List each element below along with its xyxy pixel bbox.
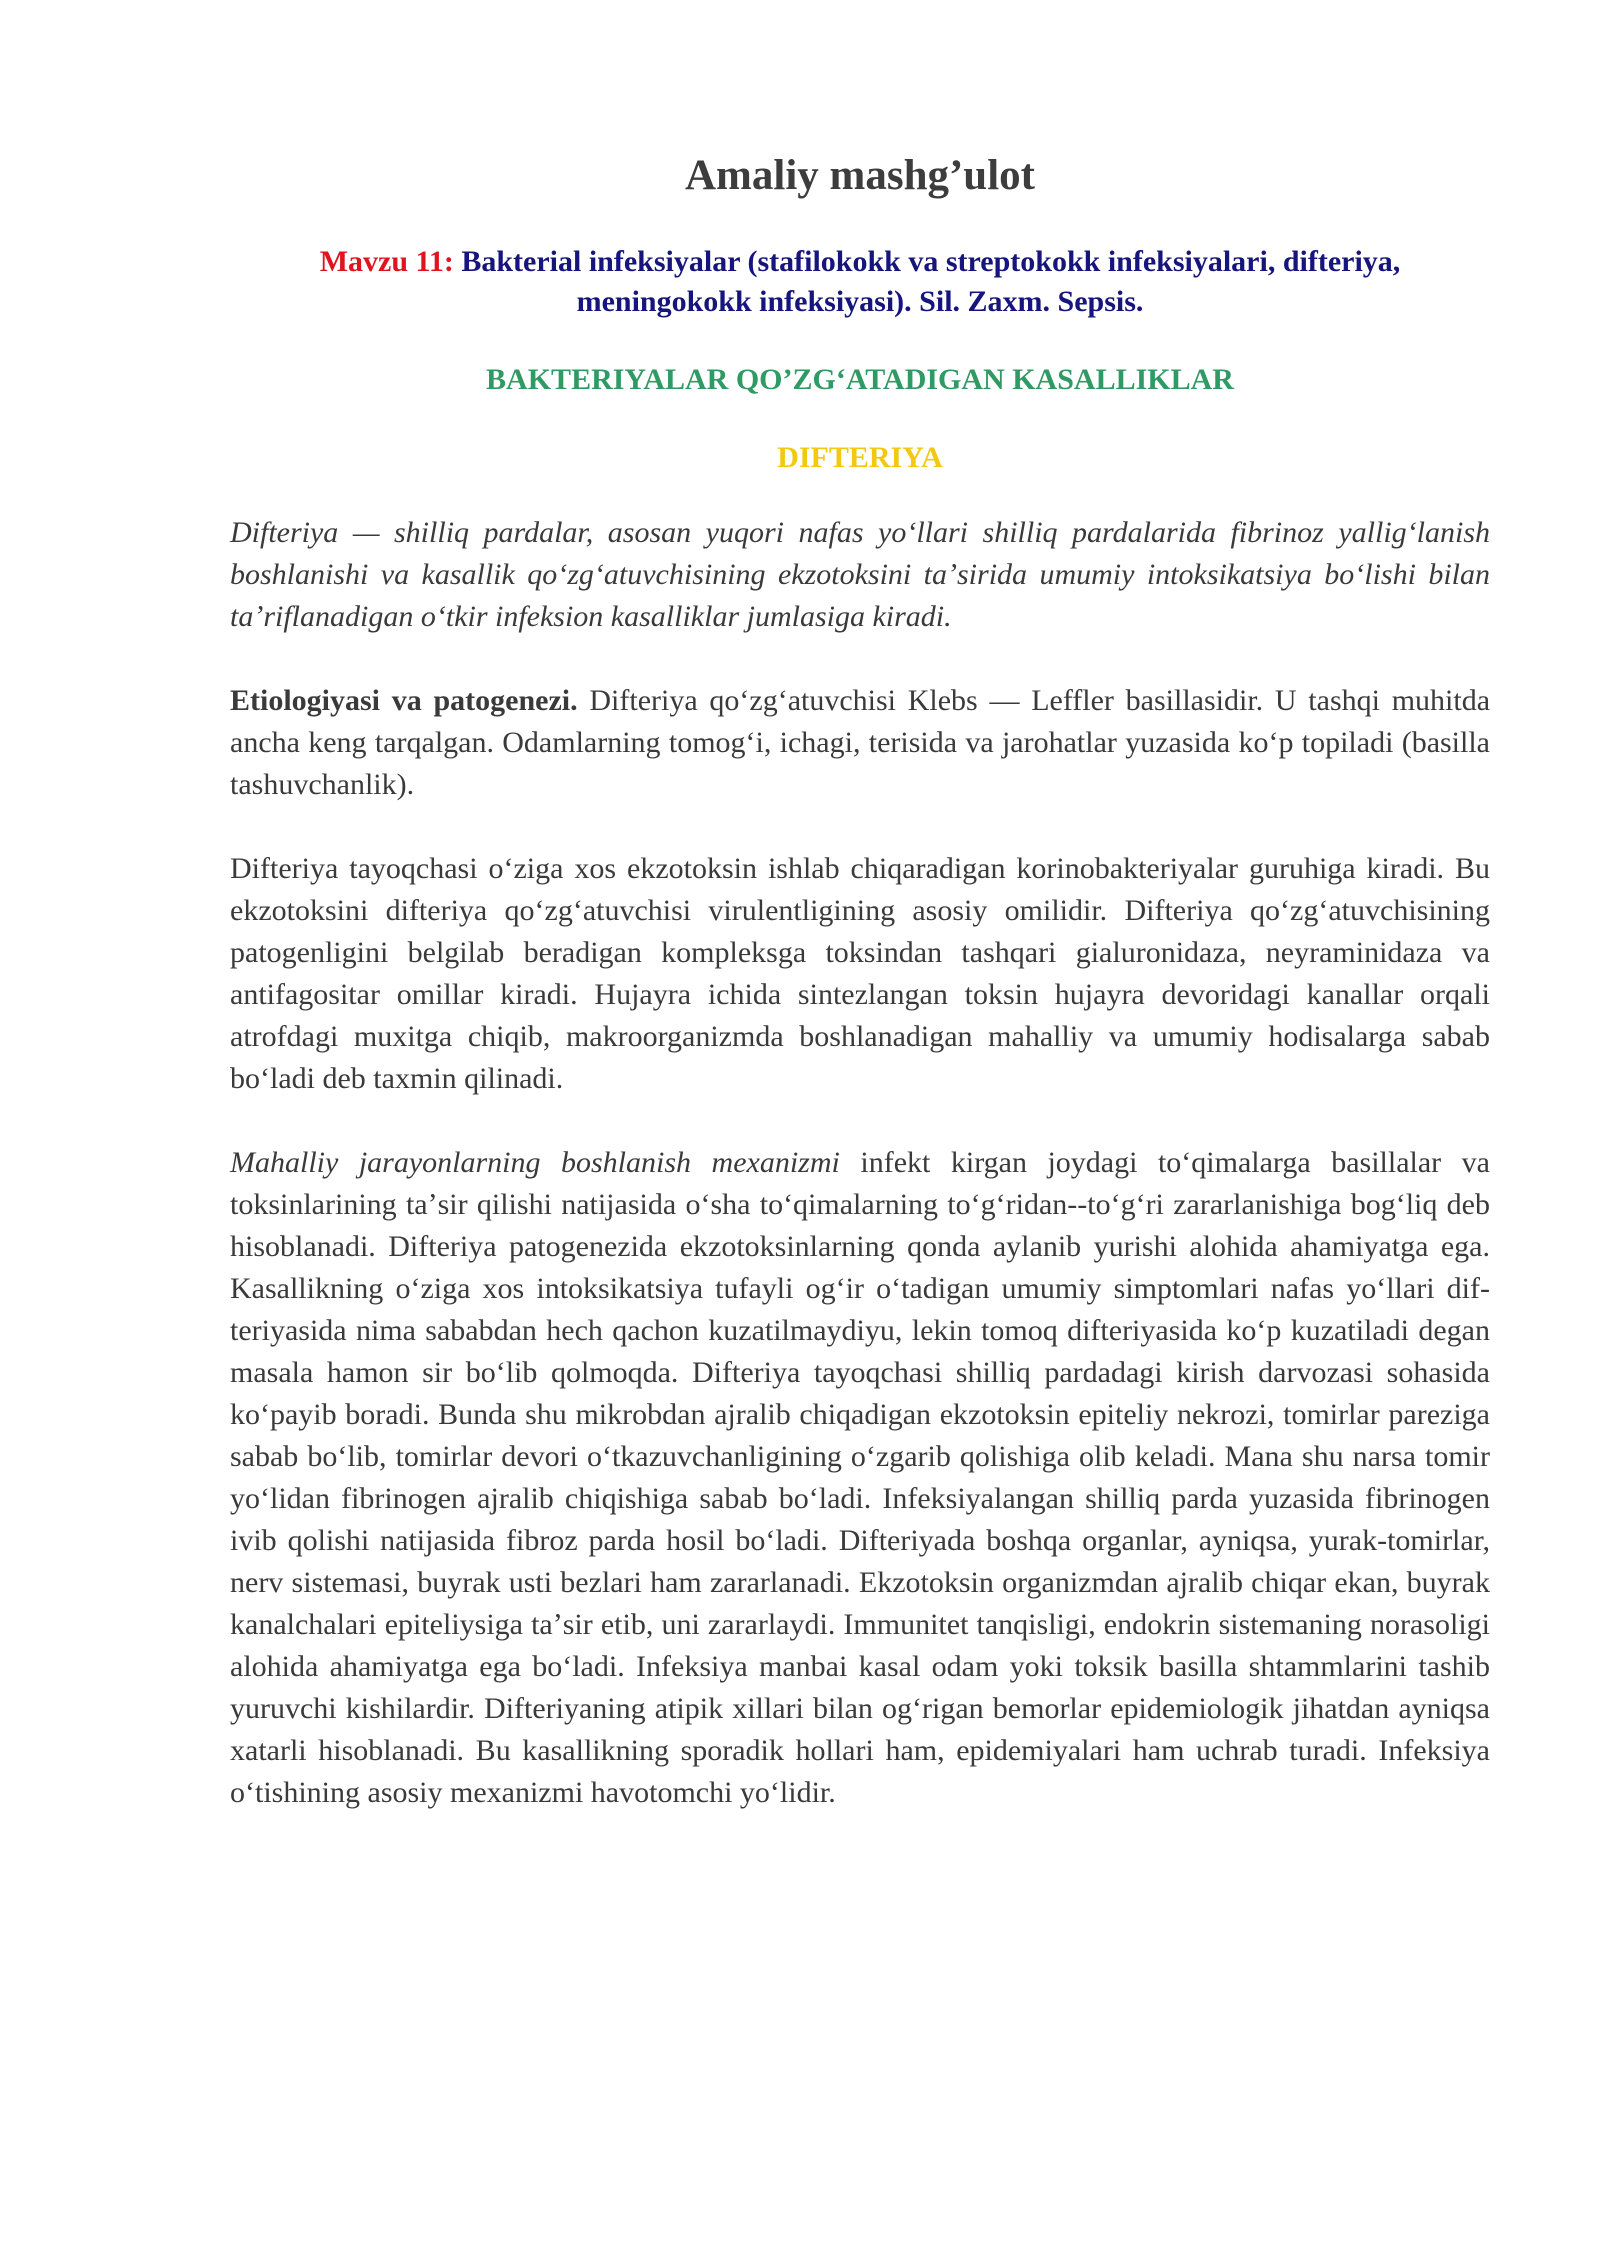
intro-paragraph: Difteriya — shilliq pardalar, asosan yuqori nafas yoʻllari shilliq pardalarida fibrinoz yalligʻlanish boshlanishi va kasallik qoʻzgʻatuvchisining ekzotoksini taʼsirida umumiy intoksikatsiya boʻlishi bilan taʼriflanadigan oʻtkir infeksion kasalliklar jumlasiga kiradi. — [230, 515, 1490, 633]
topic-label: Mavzu 11: — [319, 244, 454, 278]
etiology-paragraph — [230, 680, 1490, 806]
document-page — [230, 150, 1490, 1856]
page-title: Amaliy mashg’ulot — [685, 152, 1035, 199]
etiology-text: Difteriya qoʻzgʻatuvchisi Klebs — Leffler basillasidir. U tashqi muhitda ancha keng tarqalgan. Odamlarning tomogʻi, ichagi, terisida va jarohatlar yuzasida koʻp topiladi (basilla tashuvchanlik). — [230, 683, 1491, 801]
section-heading: BAKTERIYALAR QO’ZGʻATADIGAN KASALLIKLAR — [486, 362, 1234, 396]
mechanism-lead: Mahalliy jarayonlarning boshlanish mexanizmi — [230, 1145, 840, 1179]
mechanism-paragraph — [230, 1142, 1490, 1814]
toxin-paragraph: Difteriya tayoqchasi oʻziga xos ekzotoksin ishlab chiqaradigan korinobakteriyalar guruhiga kiradi. Bu ekzotoksini difteriya qoʻzgʻatuvchisi virulentligining asosiy omilidir. Difteriya qoʻzgʻatuvchisining patogenligini belgilab beradigan kompleksga toksindan tashqari gialuronidaza, neyraminidaza va antifagositar omillar kiradi. Hujayra ichida sintezlangan toksin hujayra devoridagi kanallar orqali atrofdagi muxitga chiqib, makroorganizmda boshlanadigan mahalliy va umumiy hodisalarga sabab boʻladi deb taxmin qilinadi. — [230, 851, 1490, 1095]
mechanism-text: infekt kirgan joydagi toʻqimalarga basillalar va toksinlarining taʼsir qilishi natijasida oʻsha toʻqimalarning toʻgʻridan--toʻgʻri zararlanishiga bogʻliq deb hisoblanadi. Difteriya patogenezida ekzotoksinlarning qonda aylanib yurishi alohida ahamiyatga ega. Kasallikning oʻziga xos intoksikatsiya tufayli ogʻir oʻtadigan umumiy simptomlari nafas yoʻllari difteriyasida nima sababdan hech qachon kuzatilmaydiyu, lekin tomoq difteriyasida koʻp kuzatiladi degan masala hamon sir boʻlib qolmoqda. Difteriya tayoqchasi shilliq pardadagi kirish darvozasi sohasida koʻpayib boradi. Bunda shu mikrobdan ajralib chiqadigan ekzotoksin epiteliy nekrozi, tomirlar pareziga sabab boʻlib, tomirlar devori oʻtkazuvchanligining oʻzgarib qolishiga olib keladi. Mana shu narsa tomir yoʻlidan fibrinogen ajralib chiqishiga sabab boʻladi. Infeksiyalangan shilliq parda yuzasida fibrinogen ivib qolishi natijasida fibroz parda hosil boʻladi. Difteriyada boshqa organlar, ayniqsa, yurak-tomirlar, nerv sistemasi, buyrak usti bezlari ham zararlanadi. Ekzotoksin organizmdan ajralib chiqar ekan, buyrak kanalchalari epiteliysiga taʼsir etib, uni zararlaydi. Immunitet tanqisligi, endokrin sistemaning norasoligi alohida ahamiyatga ega boʻladi. Infeksiya manbai kasal odam yoki toksik basilla shtammlarini tashib yuruvchi kishilardir. Difteriyaning atipik xillari bilan ogʻrigan bemorlar epidemiologik jihatdan ayniqsa xatarli hisoblanadi. Bu kasallikning sporadik hollari ham, epidemiyalari ham uchrab turadi. Infeksiya oʻtishining asosiy mexanizmi havotomchi yoʻlidir. — [230, 1145, 1490, 1809]
disease-heading: DIFTERIYA — [777, 440, 943, 474]
etiology-lead: Etiologiyasi va patogenezi. — [230, 683, 578, 717]
topic-heading — [230, 242, 1490, 322]
topic-text: Bakterial infeksiyalar (stafilokokk va streptokokk infeksiyalari, difteriya, meningokokk infeksiyasi). Sil. Zaxm. Sepsis. — [461, 244, 1401, 318]
